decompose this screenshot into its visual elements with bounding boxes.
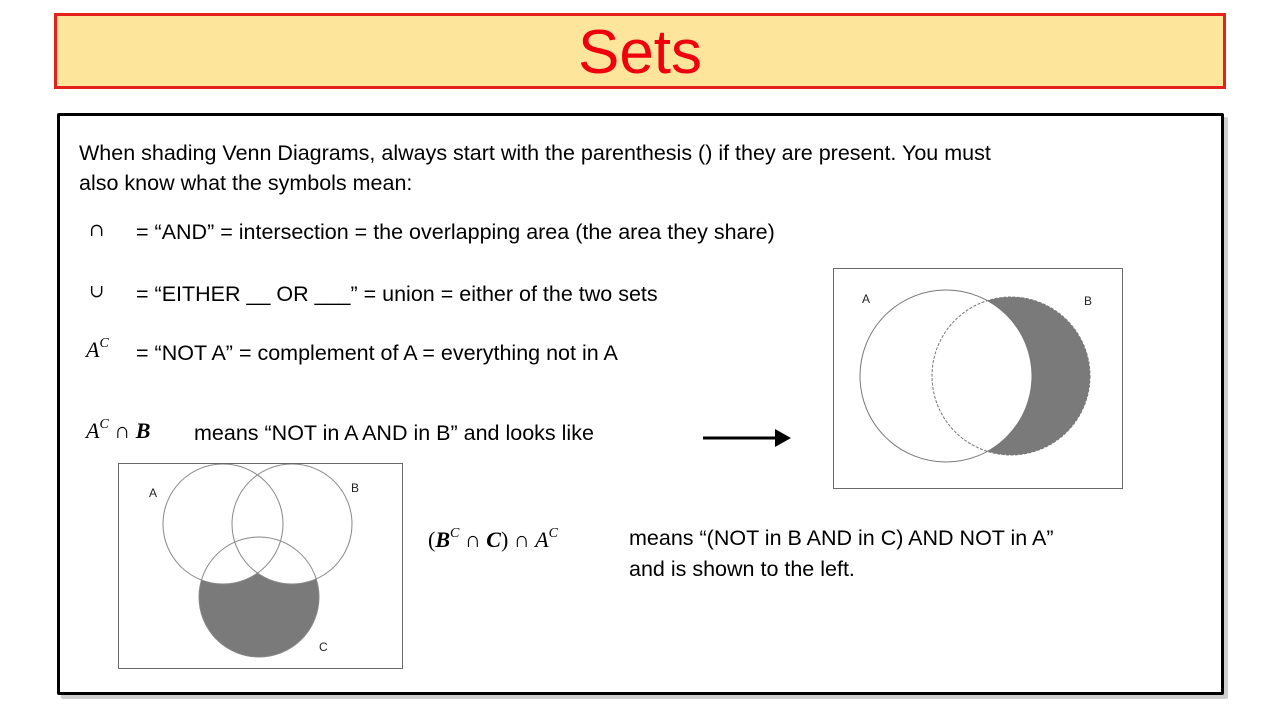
- example2-b: B: [435, 527, 451, 552]
- venn-two-label-b: B: [1084, 294, 1093, 308]
- title-banner: [54, 13, 1226, 89]
- example2-open-paren: (: [428, 527, 436, 552]
- example2-c: C: [486, 527, 501, 552]
- page-title: Sets: [577, 18, 703, 87]
- venn-two-shaded-region: [932, 297, 1090, 455]
- complement-definition: = “NOT A” = complement of A = everything not in A: [136, 341, 618, 365]
- example2-a-sup: C: [548, 525, 558, 541]
- complement-superscript: C: [99, 335, 109, 351]
- intersection-symbol-icon: ∩: [89, 220, 105, 241]
- union-symbol-icon: ∪: [89, 281, 105, 302]
- example1-expr-sup: C: [99, 416, 109, 432]
- union-definition: = “EITHER __ OR ___” = union = either of the two sets: [136, 282, 658, 306]
- intro-line-1: When shading Venn Diagrams, always start with the parenthesis () if they are present. You must: [79, 141, 991, 165]
- venn-three-shaded-region: [199, 537, 319, 657]
- venn-two-svg: [834, 269, 1122, 488]
- intro-paragraph: [79, 138, 991, 198]
- example2-b-sup: C: [450, 525, 460, 541]
- venn-three-label-c: C: [319, 640, 328, 654]
- venn-diagram-three-sets: [118, 463, 403, 669]
- content-box: [57, 113, 1224, 695]
- example1-expr-base: A: [86, 418, 100, 443]
- complement-symbol: [86, 337, 109, 363]
- example2-op2: ∩: [508, 527, 536, 552]
- complement-base: A: [86, 337, 100, 362]
- example2-expression: [428, 527, 558, 553]
- venn-three-label-b: B: [351, 481, 360, 495]
- example2-a: A: [535, 527, 549, 552]
- example1-expr-op: ∩: [108, 418, 136, 443]
- intersection-definition: = “AND” = intersection = the overlapping area (the area they share): [136, 220, 775, 244]
- example2-description-line1: means “(NOT in B AND in C) AND NOT in A”: [629, 526, 1054, 550]
- example2-op1: ∩: [459, 527, 487, 552]
- right-arrow-icon: [703, 426, 793, 450]
- example2-close-paren: ): [500, 527, 509, 552]
- example1-expr-tail: B: [135, 418, 151, 443]
- example1-description: means “NOT in A AND in B” and looks like: [194, 421, 594, 445]
- venn-three-svg: [119, 464, 402, 668]
- intro-line-2: also know what the symbols mean:: [79, 171, 413, 195]
- venn-three-label-a: A: [149, 486, 158, 500]
- example1-expression: [86, 418, 150, 444]
- venn-two-label-a: A: [862, 292, 871, 306]
- venn-diagram-two-sets: [833, 268, 1123, 489]
- example2-description-line2: and is shown to the left.: [629, 557, 855, 581]
